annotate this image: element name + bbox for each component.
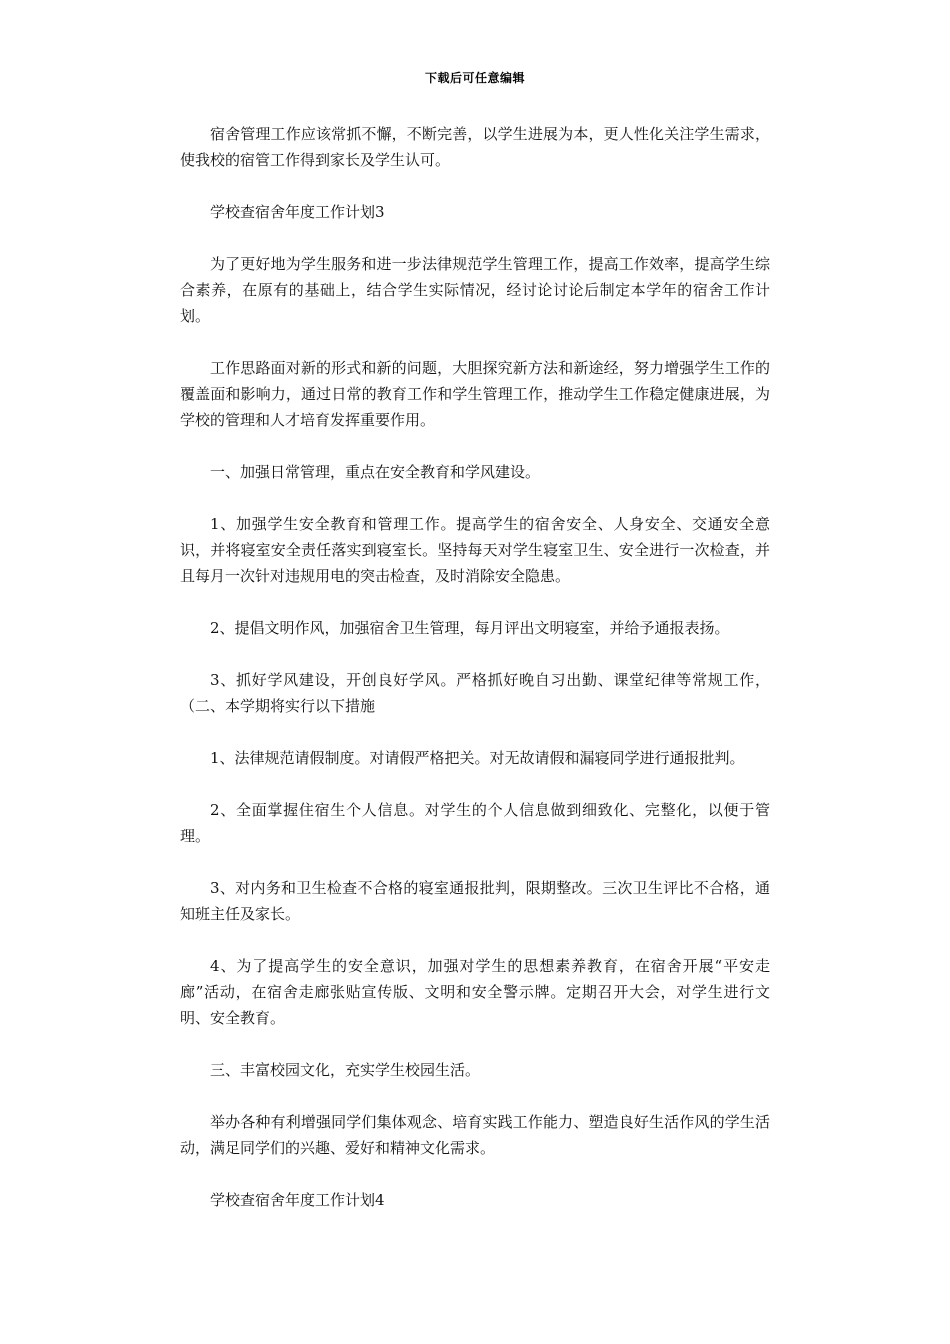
subsection-heading: 三、丰富校园文化，充实学生校园生活。 [210,1061,481,1079]
subsection-heading: 一、加强日常管理，重点在安全教育和学风建设。 [210,463,541,481]
list-item: 1、加强学生安全教育和管理工作。提高学生的宿舍安全、人身安全、交通安全意识，并将寝室安全责任落实到寝室长。坚持每天对学生寝室卫生、安全进行一次检查，并且每月一次针对违规用电的突击检查，及时消除安全隐患。 [180,515,770,585]
document-body [180,121,770,1239]
list-item: 2、全面掌握住宿生个人信息。对学生的个人信息做到细致化、完整化，以便于管理。 [180,801,770,845]
list-item: 2、提倡文明作风，加强宿舍卫生管理，每月评出文明寝室，并给予通报表扬。 [210,619,730,637]
section-heading: 学校查宿舍年度工作计划4 [210,1191,385,1209]
paragraph: 宿舍管理工作应该常抓不懈，不断完善，以学生进展为本，更人性化关注学生需求，使我校的宿管工作得到家长及学生认可。 [180,125,770,169]
list-item: 3、抓好学风建设，开创良好学风。严格抓好晚自习出勤、课堂纪律等常规工作，（二、本学期将实行以下措施 [180,671,770,715]
list-item: 4、为了提高学生的安全意识，加强对学生的思想素养教育，在宿舍开展“平安走廊”活动，在宿舍走廊张贴宣传版、文明和安全警示牌。定期召开大会，对学生进行文明、安全教育。 [180,957,770,1027]
paragraph: 为了更好地为学生服务和进一步法律规范学生管理工作，提高工作效率，提高学生综合素养，在原有的基础上，结合学生实际情况，经讨论讨论后制定本学年的宿舍工作计划。 [180,255,770,325]
list-item: 1、法律规范请假制度。对请假严格把关。对无故请假和漏寝同学进行通报批判。 [210,749,745,767]
header-note: 下载后可任意编辑 [424,71,525,85]
list-item: 3、对内务和卫生检查不合格的寝室通报批判，限期整改。三次卫生评比不合格，通知班主任及家长。 [180,879,770,923]
paragraph: 举办各种有利增强同学们集体观念、培育实践工作能力、塑造良好生活作风的学生活动，满足同学们的兴趣、爱好和精神文化需求。 [180,1113,770,1157]
paragraph: 工作思路面对新的形式和新的问题，大胆探究新方法和新途经，努力增强学生工作的覆盖面和影响力，通过日常的教育工作和学生管理工作，推动学生工作稳定健康进展，为学校的管理和人才培育发挥重要作用。 [180,359,770,429]
section-heading: 学校查宿舍年度工作计划3 [210,203,385,221]
